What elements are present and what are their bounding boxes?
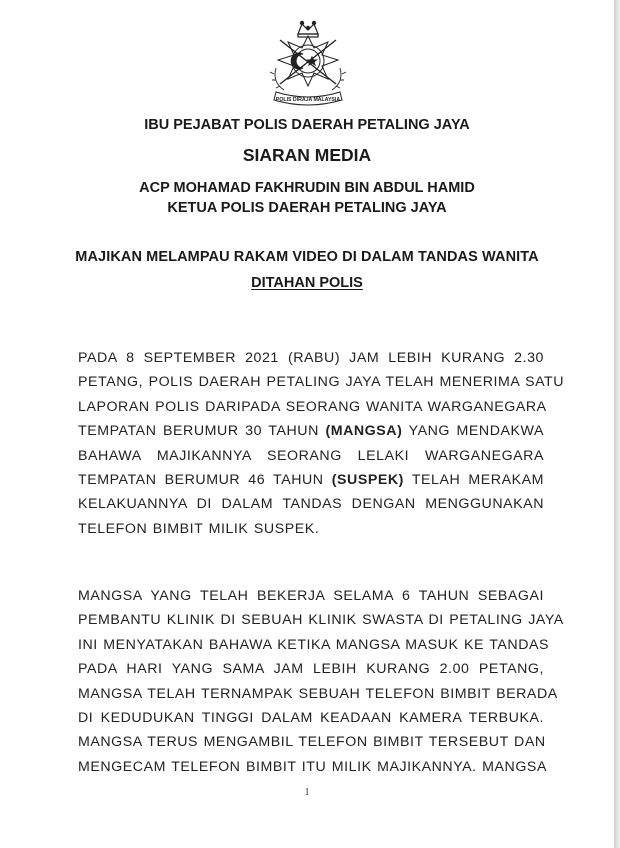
police-crest-icon: [262, 18, 354, 108]
issuing-office: IBU PEJABAT POLIS DAERAH PETALING JAYA: [144, 117, 470, 133]
headline-line-1: MAJIKAN MELAMPAU RAKAM VIDEO DI DALAM TANDAS WANITA: [75, 249, 539, 265]
paragraph-line: INI MENYATAKAN BAHAWA KETIKA MANGSA MASUK KE TANDAS: [78, 636, 550, 653]
paragraph-line: PETANG, POLIS DAERAH PETALING JAYA TELAH MENERIMA SATU: [78, 374, 565, 391]
paragraph-line: BAHAWA MAJIKANNYA SEORANG LELAKI WARGANEGARA: [78, 447, 544, 464]
paragraph-line: MANGSA TERUS MENGAMBIL TELEFON BIMBIT TERSEBUT DAN: [78, 734, 546, 751]
victim-label: (MANGSA): [325, 423, 403, 440]
page-edge-shadow: [614, 0, 620, 848]
paragraph-line: DI KEDUDUKAN TINGGI DALAM KEADAAN KAMERA TERBUKA.: [78, 709, 544, 726]
paragraph-line: MANGSA YANG TELAH BEKERJA SELAMA 6 TAHUN SEBAGAI: [78, 588, 544, 604]
suspect-label: (SUSPEK): [331, 471, 404, 488]
paragraph-line: KELAKUANNYA DI DALAM TANDAS DENGAN MENGGUNAKAN: [78, 496, 544, 513]
page-number: 1: [304, 787, 310, 798]
headline-line-2: [0, 275, 614, 291]
paragraph-line: MENGECAM TELEFON BIMBIT ITU MILIK MAJIKANNYA. MANGSA: [78, 758, 547, 775]
paragraph-line: PADA HARI YANG SAMA JAM LEBIH KURANG 2.00 PETANG,: [78, 661, 544, 678]
line-segment: TEMPATAN BERUMUR 30 TAHUN: [78, 423, 319, 440]
paragraph-line: PEMBANTU KLINIK DI SEBUAH KLINIK SWASTA DI PETALING JAYA: [78, 612, 564, 629]
paragraph-2: [78, 584, 564, 779]
line-segment: YANG MENDAKWA: [408, 423, 544, 440]
release-label: SIARAN MEDIA: [242, 145, 372, 165]
paragraph-line: TELEFON BIMBIT MILIK SUSPEK.: [78, 520, 320, 537]
paragraph-line: LAPORAN POLIS DARIPADA SEORANG WANITA WARGANEGARA: [78, 398, 547, 415]
paragraph-1: [78, 346, 565, 541]
officer-position: KETUA POLIS DAERAH PETALING JAYA: [167, 200, 447, 216]
crest-scroll-text: POLIS DIRAJA MALAYSIA: [275, 97, 341, 103]
paragraph-line: PADA 8 SEPTEMBER 2021 (RABU) JAM LEBIH KURANG 2.30: [78, 350, 544, 366]
officer-name: ACP MOHAMAD FAKHRUDIN BIN ABDUL HAMID: [139, 180, 475, 196]
line-segment: TEMPATAN BERUMUR 46 TAHUN: [78, 471, 324, 488]
headline-underlined: DITAHAN POLIS: [251, 275, 363, 291]
line-segment: TELAH MERAKAM: [411, 471, 544, 488]
paragraph-line: MANGSA TELAH TERNAMPAK SEBUAH TELEFON BIMBIT BERADA: [78, 685, 558, 702]
paragraph-line: [78, 468, 544, 492]
paragraph-line: [78, 419, 544, 443]
